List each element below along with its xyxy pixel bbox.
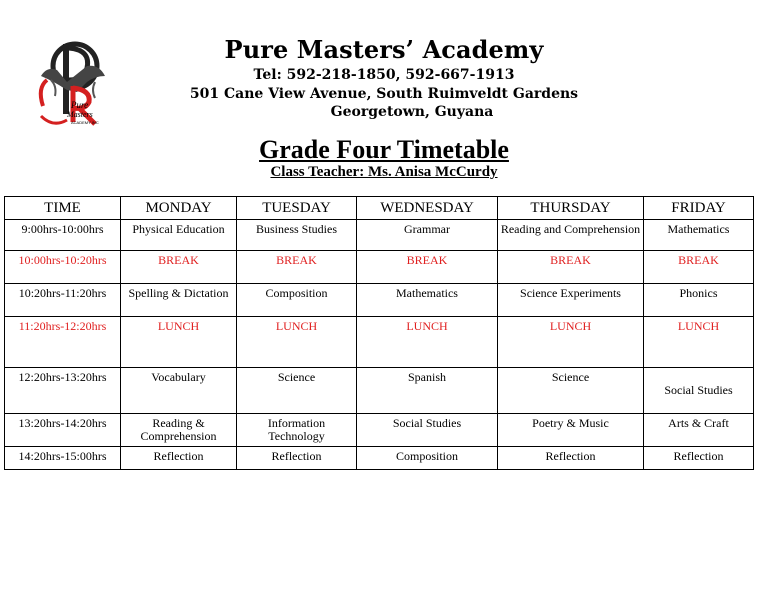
time-cell: 14:20hrs-15:00hrs: [5, 447, 121, 470]
subject-cell: Social Studies: [357, 414, 498, 447]
subject-cell: Reading & Comprehension: [121, 414, 237, 447]
subject-cell: Reflection: [121, 447, 237, 470]
table-row-break: [5, 251, 754, 284]
header-tuesday: TUESDAY: [237, 197, 357, 220]
header-time: TIME: [5, 197, 121, 220]
break-cell: BREAK: [237, 251, 357, 284]
table-row: [5, 284, 754, 317]
timetable-title: Grade Four Timetable: [259, 135, 509, 164]
subject-cell: Arts & Craft: [644, 414, 754, 447]
timetable-header-row: [5, 197, 754, 220]
header-friday: FRIDAY: [644, 197, 754, 220]
subject-cell: Spelling & Dictation: [121, 284, 237, 317]
lunch-cell: LUNCH: [644, 317, 754, 368]
time-cell: 13:20hrs-14:20hrs: [5, 414, 121, 447]
lunch-cell: LUNCH: [121, 317, 237, 368]
lunch-cell: LUNCH: [237, 317, 357, 368]
subject-cell: Information Technology: [237, 414, 357, 447]
time-cell: 11:20hrs-12:20hrs: [5, 317, 121, 368]
break-cell: BREAK: [121, 251, 237, 284]
subject-cell: Mathematics: [644, 220, 754, 251]
school-name: Pure Masters’ Academy: [224, 35, 544, 64]
svg-text:Masters: Masters: [67, 110, 93, 119]
subject-cell: Composition: [357, 447, 498, 470]
break-cell: BREAK: [498, 251, 644, 284]
subject-cell: Grammar: [357, 220, 498, 251]
school-address-line2: Georgetown, Guyana: [330, 104, 494, 120]
subject-cell: Vocabulary: [121, 368, 237, 414]
break-cell: BREAK: [357, 251, 498, 284]
subject-cell: Social Studies: [644, 368, 754, 414]
header-monday: MONDAY: [121, 197, 237, 220]
timetable: [4, 196, 754, 470]
subject-cell: Physical Education: [121, 220, 237, 251]
table-row: [5, 447, 754, 470]
class-teacher: Class Teacher: Ms. Anisa McCurdy: [270, 164, 498, 180]
subject-cell: Reflection: [498, 447, 644, 470]
table-row: [5, 220, 754, 251]
school-address-line1: 501 Cane View Avenue, South Ruimveldt Gardens: [189, 86, 579, 102]
school-telephone: Tel: 592-218-1850, 592-667-1913: [253, 67, 515, 83]
subject-cell: Reading and Comprehension: [498, 220, 644, 251]
lunch-cell: LUNCH: [498, 317, 644, 368]
subject-cell: Poetry & Music: [498, 414, 644, 447]
subject-cell: Science Experiments: [498, 284, 644, 317]
break-cell: BREAK: [644, 251, 754, 284]
header-thursday: THURSDAY: [498, 197, 644, 220]
subject-cell: Business Studies: [237, 220, 357, 251]
svg-text:Pure: Pure: [71, 100, 89, 110]
svg-text:ACADEMY INC: ACADEMY INC: [71, 120, 99, 125]
table-row: [5, 414, 754, 447]
time-cell: 9:00hrs-10:00hrs: [5, 220, 121, 251]
subject-cell: Science: [237, 368, 357, 414]
subject-cell: Spanish: [357, 368, 498, 414]
time-cell: 10:00hrs-10:20hrs: [5, 251, 121, 284]
header-wednesday: WEDNESDAY: [357, 197, 498, 220]
table-row: [5, 368, 754, 414]
subject-cell: Composition: [237, 284, 357, 317]
subject-cell: Phonics: [644, 284, 754, 317]
table-row-lunch: [5, 317, 754, 368]
lunch-cell: LUNCH: [357, 317, 498, 368]
subject-cell: Science: [498, 368, 644, 414]
time-cell: 12:20hrs-13:20hrs: [5, 368, 121, 414]
subject-cell: Reflection: [237, 447, 357, 470]
time-cell: 10:20hrs-11:20hrs: [5, 284, 121, 317]
subject-cell: Mathematics: [357, 284, 498, 317]
subject-cell: Reflection: [644, 447, 754, 470]
